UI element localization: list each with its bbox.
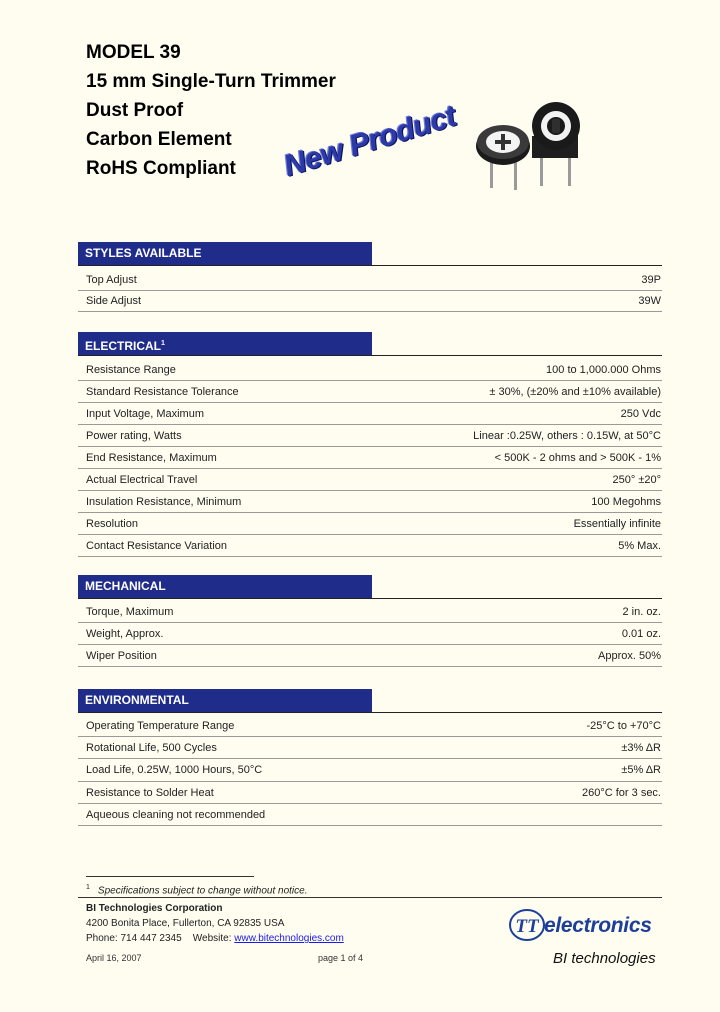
spec-value: 100 to 1,000.000 Ohms — [546, 363, 661, 376]
spec-value: -25°C to +70°C — [586, 719, 661, 732]
mechanical-table — [78, 601, 662, 667]
phone-number: 714 447 2345 — [120, 933, 182, 944]
section-rule — [78, 355, 662, 356]
company-contact — [86, 931, 344, 946]
spec-label: Top Adjust — [86, 274, 137, 286]
table-row — [78, 535, 662, 557]
model-title: MODEL 39 — [86, 42, 181, 63]
trimmer-top-adjust-icon — [476, 125, 530, 190]
spec-label: Operating Temperature Range — [86, 719, 235, 732]
table-row — [78, 759, 662, 782]
feature-dust-proof: Dust Proof — [86, 100, 184, 121]
spec-value: 250° ±20° — [612, 473, 661, 486]
table-row — [78, 513, 662, 535]
spec-value: 0.01 oz. — [621, 627, 661, 640]
tt-logo-icon — [508, 906, 546, 944]
table-row — [78, 359, 662, 381]
spec-label: Insulation Resistance, Minimum — [86, 495, 242, 508]
website-label: Website: — [192, 933, 232, 944]
spec-label: Standard Resistance Tolerance — [86, 385, 239, 398]
spec-value: 260°C for 3 sec. — [582, 786, 661, 799]
table-row — [78, 403, 662, 425]
section-header-mechanical: MECHANICAL — [78, 575, 372, 598]
spec-value: ±3% ΔR — [621, 741, 661, 754]
table-row — [78, 381, 662, 403]
section-rule — [78, 712, 662, 713]
product-subtitle: 15 mm Single-Turn Trimmer — [86, 71, 336, 92]
feature-rohs: RoHS Compliant — [86, 158, 236, 179]
logo-brand: electronics — [544, 914, 652, 937]
section-rule — [78, 598, 662, 599]
table-row — [78, 291, 662, 312]
spec-label: Resistance Range — [86, 363, 176, 376]
feature-carbon-element: Carbon Element — [86, 129, 232, 150]
spec-label: Power rating, Watts — [86, 429, 182, 442]
spec-value: ± 30%, (±20% and ±10% available) — [489, 385, 661, 398]
spec-label: Actual Electrical Travel — [86, 473, 198, 486]
spec-label: Side Adjust — [86, 295, 142, 307]
spec-value: 250 Vdc — [620, 407, 661, 420]
spec-label: Aqueous cleaning not recommended — [86, 808, 266, 821]
section-title: ELECTRICAL — [85, 339, 161, 353]
section-header-environmental: ENVIRONMENTAL — [78, 689, 372, 712]
logo-mark-text: TT — [515, 916, 539, 937]
environmental-table — [78, 715, 662, 826]
spec-label: Input Voltage, Maximum — [86, 407, 205, 420]
spec-value: 5% Max. — [618, 539, 661, 552]
phone-label: Phone: — [86, 933, 118, 944]
footer-date: April 16, 2007 — [86, 953, 142, 963]
table-row — [78, 645, 662, 667]
spec-label: Rotational Life, 500 Cycles — [86, 741, 217, 754]
website-link[interactable]: www.bitechnologies.com — [234, 933, 344, 944]
trimmer-side-adjust-icon — [532, 102, 580, 186]
product-photo — [470, 96, 590, 196]
spec-value: Approx. 50% — [598, 649, 661, 662]
table-row — [78, 425, 662, 447]
spec-label: Load Life, 0.25W, 1000 Hours, 50°C — [86, 764, 263, 776]
spec-label: Contact Resistance Variation — [86, 539, 228, 552]
table-row — [78, 737, 662, 759]
table-row — [78, 623, 662, 645]
spec-value: Essentially infinite — [573, 517, 661, 530]
company-info — [86, 901, 344, 946]
footnote-rule — [86, 876, 254, 877]
table-row — [78, 804, 662, 826]
section-rule — [78, 265, 662, 266]
spec-label: Torque, Maximum — [86, 605, 174, 618]
footnote-marker: 1 — [86, 884, 90, 891]
page-number: page 1 of 4 — [318, 953, 364, 963]
footnote — [86, 884, 307, 896]
spec-value: Linear :0.25W, others : 0.15W, at 50°C — [473, 429, 661, 442]
table-row — [78, 782, 662, 804]
table-row — [78, 270, 662, 291]
company-name: BI Technologies Corporation — [86, 903, 223, 914]
spec-label: Wiper Position — [86, 649, 157, 662]
footnote-marker: 1 — [161, 340, 165, 347]
spec-value: < 500K - 2 ohms and > 500K - 1% — [494, 451, 661, 464]
spec-value: 2 in. oz. — [622, 605, 661, 618]
new-product-banner: New Product — [280, 99, 460, 184]
footnote-text: Specifications subject to change without notice. — [97, 885, 308, 897]
table-row — [78, 601, 662, 623]
spec-value: 100 Megohms — [591, 495, 661, 508]
table-row — [78, 447, 662, 469]
table-row — [78, 491, 662, 513]
section-header-electrical — [78, 332, 372, 355]
spec-label: Resolution — [86, 517, 138, 530]
logo-sub: BI technologies — [553, 950, 656, 967]
spec-label: End Resistance, Maximum — [86, 451, 217, 464]
spec-label: Weight, Approx. — [86, 627, 164, 640]
spec-value: 39W — [638, 295, 661, 307]
footer-rule — [78, 897, 662, 898]
table-row — [78, 715, 662, 737]
spec-value: 39P — [641, 274, 661, 286]
electrical-table — [78, 359, 662, 557]
styles-table — [78, 270, 662, 312]
spec-value: ±5% ΔR — [621, 764, 661, 776]
company-address: 4200 Bonita Place, Fullerton, CA 92835 USA — [86, 918, 285, 929]
table-row — [78, 469, 662, 491]
section-header-styles: STYLES AVAILABLE — [78, 242, 372, 265]
spec-label: Resistance to Solder Heat — [86, 786, 214, 799]
